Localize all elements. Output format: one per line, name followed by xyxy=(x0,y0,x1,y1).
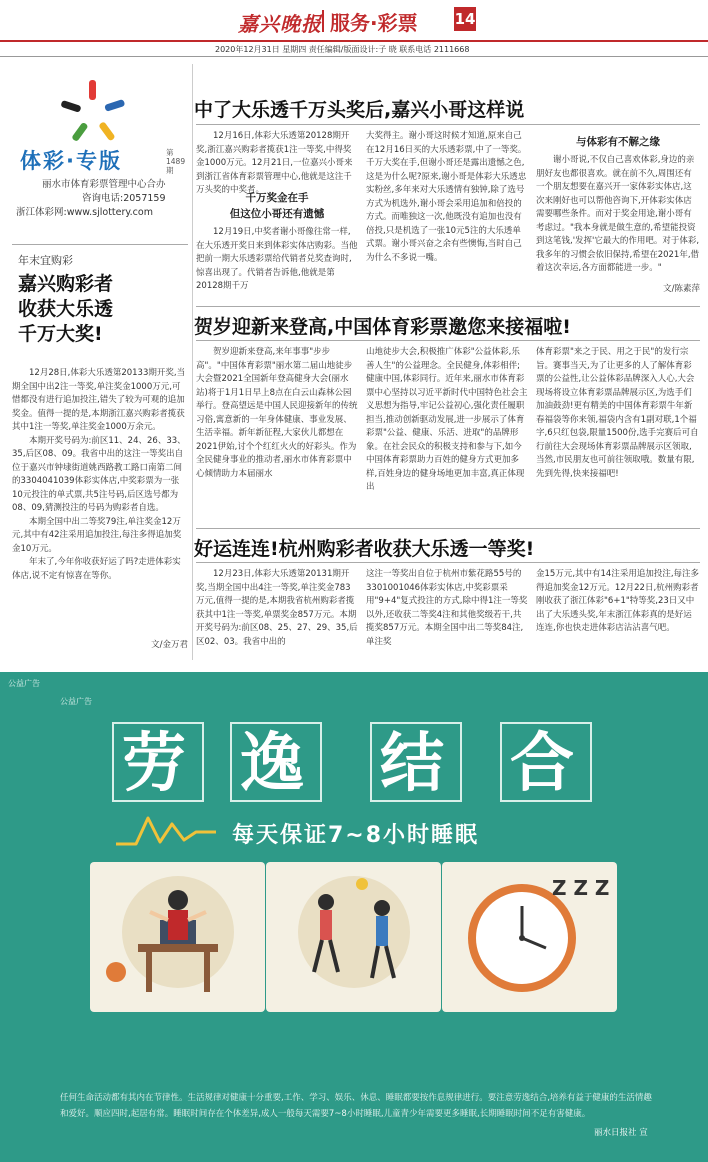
article2-headline: 贺岁迎新来登高,中国体育彩票邀您来接福啦! xyxy=(194,316,571,338)
article2-col1: 贺岁迎新来登高,来年事事"步步高"。"中国体育彩票"丽水第二届山地徒步大会暨2021全国新年登高健身大会(丽水站)将于1月1日早上8点在白云山森林公园举行。登高望远是中国人民迎接新年的传统习俗,寓意新的一年身体健康、事业发展、生活幸福。新年新征程,大家伙儿都想在2021伊始,讨个个红红火火的好彩头。作为全民健身事业的推动者,丽水市体育彩票中心倾情助力本届丽水 xyxy=(196,347,358,479)
exercise-illustration xyxy=(266,862,441,1012)
hotline: 咨询电话:2057159 xyxy=(82,193,166,204)
article3-col3: 金15万元,其中有14注采用追加投注,每注多得追加奖金12万元。12月22日,杭州购彩者刚收获了浙江体彩"6+1"特等奖,23日又中出了大乐透头奖,年末浙江体彩真的是好运连连,你也快走进体彩店沾沾喜气吧。 xyxy=(536,569,700,633)
paragraph: 本期开奖号码为:前区11、24、26、33、35,后区08、09。我省中出的这注一等奖出自位于嘉兴市钟埭街道姚西路教工路口南第二间的3304041039体彩实体店,中奖彩票为一张10元投注的单式票,共5注号码,后区选号都为08、09,猜测投注的号码为购彩者自选。 xyxy=(12,435,186,513)
newspaper-logo: 嘉兴晚报 xyxy=(238,12,322,36)
left-headline-line: 嘉兴购彩者 xyxy=(18,273,114,295)
section-title: 服务·彩票 xyxy=(330,11,418,35)
article2-col3: 体育彩票"来之于民、用之于民"的发行宗旨。赛事当天,为了让更多的人了解体育彩票的公益性,让公益体彩品牌深入人心,大会现场将设立体育彩票品牌展示区,为选手们加油鼓劲!更有精美的中国体育彩票牛年新春福袋等你来领,福袋内含有1副对联,1个福字,6只红包袋,限量1500份,选手完赛后可自行前往大会现场体育彩票品牌展示区领取,当然,市民朋友也可前往领取哦。数量有限,先到先得,快来接福吧! xyxy=(536,347,699,479)
ad-slogan: 每天保证7~8小时睡眠 xyxy=(232,823,480,848)
website: 浙江体彩网:www.sjlottery.com xyxy=(16,207,153,218)
article2-col2: 山地徒步大会,积极推广体彩"公益体彩,乐善人生"的公益理念。全民健身,体彩相伴;健康中国,体彩同行。近年来,丽水市体育彩票中心坚持以习近平新时代中国特色社会主义思想为指导,牢记公益初心,强化责任履职担当,推动创新驱动发展,进一步展示了体育彩票"公益、健康、乐活、进取"的品牌形象。在社会民众的积极支持和参与下,如今中国体育彩票助力百姓的健身方式更加多样,百姓身边的健身场地更加丰富,真正体现出 xyxy=(366,347,528,492)
paragraph: 本期全国中出二等奖79注,单注奖金12万元,其中有42注采用追加投注,每注多得追加奖金10万元。 xyxy=(12,516,182,554)
brand-title: 体彩·专版 xyxy=(20,149,122,173)
article2-rule-top xyxy=(196,306,700,307)
work-illustration xyxy=(90,862,265,1012)
left-author: 文/金万君 xyxy=(151,640,188,650)
article2-rule xyxy=(196,340,700,341)
sleep-illustration xyxy=(442,862,617,1012)
subhead-line: 千万奖金在手 xyxy=(245,192,309,204)
masthead-rule-thin xyxy=(0,56,708,57)
column-divider xyxy=(192,64,193,660)
article1-headline: 中了大乐透千万头奖后,嘉兴小哥这样说 xyxy=(194,99,525,121)
subhead-line: 但这位小哥还有遗憾 xyxy=(229,208,325,220)
article1-subhead xyxy=(196,190,358,222)
left-headline xyxy=(18,272,188,347)
article1-col3: 谢小哥说,不仅自己喜欢体彩,身边的亲朋好友也都很喜欢。就在前不久,周围还有一个朋友想要在嘉兴开一家体彩实体店,这次来刚好也可以帮他咨询下,开体彩实体店需要哪些条件。而对于奖金用途,谢小哥有考虑过。"我本身就是做生意的,希望能投资到这笔钱,'发挥'它最大的作用吧。对于体彩,我多年的习惯会依旧保持,希望在2021年,借着这次幸运,各方面都能进一步。" xyxy=(536,155,700,273)
article3-col1: 12月23日,体彩大乐透第20131期开奖,当期全国中出4注一等奖,单注奖金783万元,值得一提的是,本期我省杭州购彩者揽获其中1注一等奖,单票奖金857万元。本期开奖号码为:前区08、25、27、29、35,后区02、03。我省中出的 xyxy=(196,569,358,647)
zzz-text: Z Z Z xyxy=(552,876,610,900)
issue-number: 第1489期 xyxy=(166,148,186,175)
left-article-body xyxy=(12,367,188,583)
ad-sub-label: 公益广告 xyxy=(60,697,92,706)
masthead-rule xyxy=(0,40,708,42)
public-service-ad xyxy=(0,672,708,1162)
paragraph: 年末了,今年你收获好运了吗?走进体彩实体店,说不定有惊喜在等你。 xyxy=(12,557,181,581)
ad-title-char: 逸 xyxy=(240,727,304,801)
article3-headline: 好运连连!杭州购彩者收获大乐透一等奖! xyxy=(194,538,535,560)
organizer: 丽水市体育彩票管理中心合办 xyxy=(42,179,166,190)
ad-label: 公益广告 xyxy=(8,679,40,688)
left-headline-line: 收获大乐透 xyxy=(18,298,114,320)
lottery-logo-icon xyxy=(58,78,128,148)
pulse-line-icon xyxy=(116,812,226,852)
article1-col1b: 12月19日,中奖者谢小哥像往常一样,在大乐透开奖日来到体彩实体店购彩。当他把前一期大乐透彩票给代销者兑奖查询时,惊喜出现了。代销者告诉他,他就是第20128期千万 xyxy=(196,227,358,291)
left-tag: 年末宜购彩 xyxy=(18,254,73,267)
article3-rule-top xyxy=(196,528,700,529)
left-divider xyxy=(12,244,188,245)
ad-credit: 丽水日报社 宣 xyxy=(594,1128,648,1138)
ad-title-char: 劳 xyxy=(122,727,186,801)
article1-author: 文/陈素萍 xyxy=(663,284,700,294)
article1-rule xyxy=(196,124,700,125)
masthead xyxy=(0,0,708,60)
article3-col2: 这注一等奖出自位于杭州市紫花路55号的3301001046体彩实体店,中奖彩票采用"9+4"复式投注的方式,除中得1注一等奖以外,还收获二等奖4注和其他奖级若干,共揽奖857万元。本期全国中出二等奖84注,单注奖 xyxy=(366,569,528,647)
ad-title-char: 结 xyxy=(380,727,444,801)
article3-rule xyxy=(196,562,700,563)
issue-info: 2020年12月31日 星期四 责任编辑/版面设计:子 晓 联系电话 2111668 xyxy=(215,45,470,54)
masthead-divider xyxy=(322,10,324,32)
page-number: 14 xyxy=(454,7,476,31)
article1-col1a: 12月16日,体彩大乐透第20128期开奖,浙江嘉兴购彩者揽获1注一等奖,中得奖金1000万元。12月21日,一位嘉兴小哥来到浙江省体育彩票管理中心,他就是这注千万头奖的中奖者。 xyxy=(196,131,353,195)
article1-subhead-3: 与体彩有不解之缘 xyxy=(576,136,660,148)
article1-col2: 大奖得主。谢小哥这时候才知道,原来自己在12月16日买的大乐透彩票,中了一等奖。千万大奖在手,但谢小哥还是露出遗憾之色,这是为什么呢?原来,谢小哥是体彩大乐透忠实粉丝,多年来对大乐透情有独钟,除了选号方式为机选外,谢小哥会采用追加和倍投的方式。而唯独这一次,他既没有追加也没有倍投,只是机选了一张10元5注的大乐透单式票。谢小哥兴奋之余有些懊悔,当时自己为什么不多说一嘴。 xyxy=(366,131,527,263)
ad-footer-text: 任何生命活动都有其内在节律性。生活规律对健康十分重要,工作、学习、娱乐、休息、睡眠都要按作息规律进行。要注意劳逸结合,培养有益于健康的生活情趣和爱好。顺应四时,起居有常。睡眠时间存在个体差异,成人一般每天需要7~8小时睡眠,儿童青少年需要更多睡眠,长期睡眠时间不足有害健康。 xyxy=(60,1093,652,1119)
paragraph: 12月28日,体彩大乐透第20133期开奖,当期全国中出2注一等奖,单注奖金1000万元,可惜都没有进行追加投注,错失了较为可观的追加奖金。值得一提的是,本期浙江嘉兴购彩者揽获其中1注一等奖,单注奖金1000万余元。 xyxy=(12,368,186,432)
ad-title-char: 合 xyxy=(510,727,574,801)
left-headline-line: 千万大奖! xyxy=(18,323,103,345)
